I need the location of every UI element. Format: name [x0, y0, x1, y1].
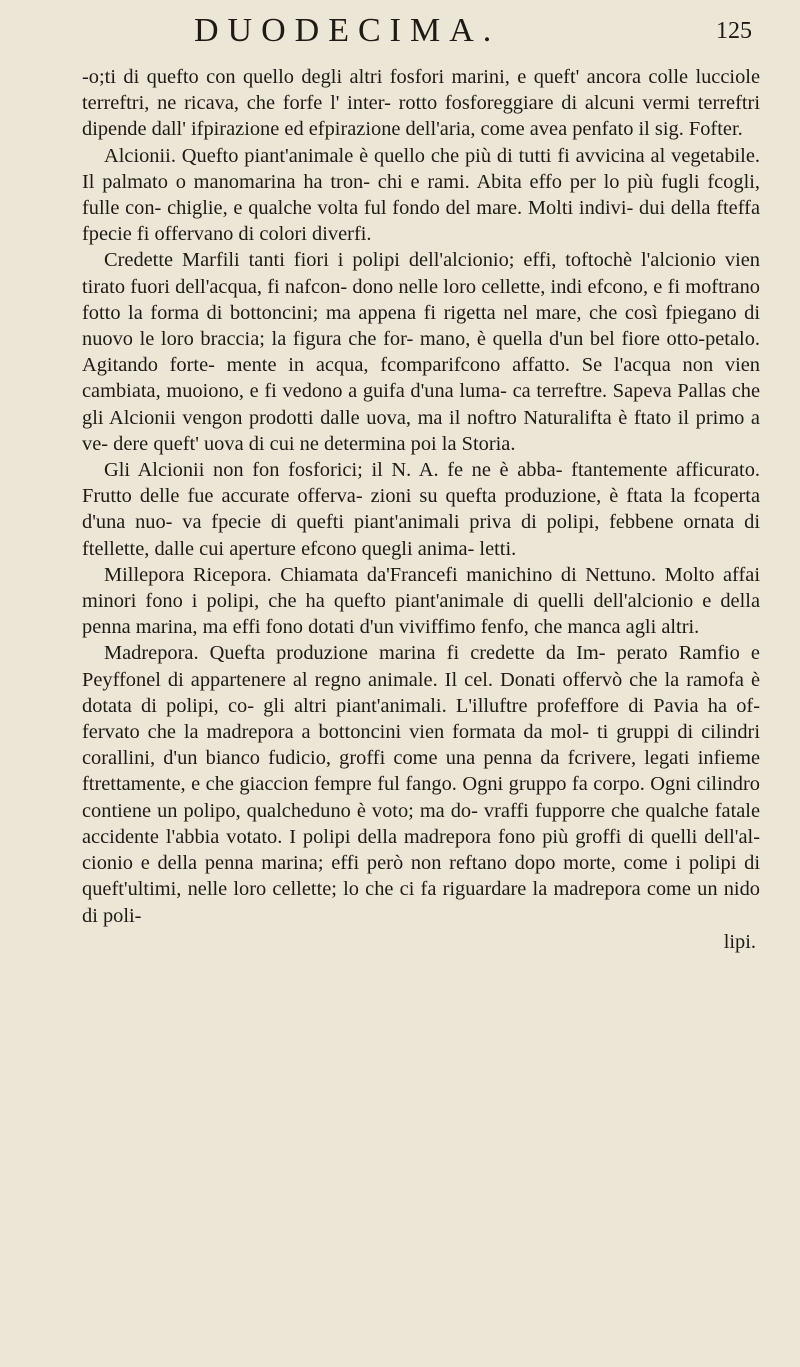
body-text — [82, 64, 760, 929]
page-number: 125 — [716, 18, 752, 44]
page-header — [82, 8, 760, 64]
paragraph-fosfori: -o;ti di quefto con quello degli altri fosfori marini, e queft' ancora colle lucciole terreftri, ne ricava, che forfe l' inter- rotto fosforeggiare di alcuni vermi terreftri dipende dall' ifpirazione ed efpirazione dell'aria, come avea penfato il sig. Fofter. — [82, 66, 760, 141]
running-head: DUODECIMA. — [194, 12, 501, 49]
catchword: lipi. — [723, 930, 756, 953]
paragraph-madrepora: Madrepora. Quefta produzione marina fi credette da Im- perato Ramfio e Peyffonel di appartenere al regno animale. Il cel. Donati offervò che la ramofa è dotata di polipi, co- gli altri piant'animali. L'illuftre profeffore di Pavia ha of- fervato che la madrepora a bottoncini vien formata da mol- ti gruppi di cilindri corallini, d'un bianco fudicio, groffi come una penna da fcrivere, legati infieme ftrettamente, e che giaccion fempre ful fango. Ogni gruppo fa corpo. Ogni cilindro contiene un polipo, qualcheduno è voto; ma do- vraffi fupporre che qualche fatale accidente l'abbia votato. I polipi della madrepora fono più groffi di quelli dell'al- cionio e della penna marina; effi però non reftano dopo morte, come i polipi di queft'ultimi, nelle loro cellette; lo che ci fa riguardare la madrepora come un nido di poli- — [82, 642, 760, 927]
paragraph-millepora: Millepora Ricepora. Chiamata da'Francefi manichino di Nettuno. Molto affai minori fono i polipi, che ha quefto piant'animale di quelli dell'alcionio e della penna marina, ma effi fono dotati d'un viviffimo fenfo, che manca agli altri. — [82, 563, 760, 639]
paragraph-alcionii: Alcionii. Quefto piant'animale è quello che più di tutti fi avvicina al vegetabile. Il palmato o manomarina ha tron- chi e rami. Abita effo per lo più fugli fcogli, fulle con- chiglie, e qualche volta ful fondo del mare. Molti indivi- dui della fteffa fpecie fi offervano di colori diverfi. — [82, 144, 760, 246]
paragraph-non-fosforici: Gli Alcionii non fon fosforici; il N. A. fe ne è abba- ftantemente afficurato. Frutto delle fue accurate offerva- zioni su quefta produzione, è ftata la fcoperta d'una nuo- va fpecie di quefti piant'animali priva di polipi, febbene ornata di ftellette, dalle cui aperture efcono quegli anima- letti. — [82, 459, 760, 560]
paragraph-marsili: Credette Marfili tanti fiori i polipi dell'alcionio; effi, toftochè l'alcionio vien tirato fuori dell'acqua, fi nafcon- dono nelle loro cellette, indi efcono, e fi moftrano fotto la forma di bottoncini; ma appena fi rigetta nel mare, che così fpiegano di nuovo le loro braccia; la figura che for- mano, è quella d'un bel fiore otto-petalo. Agitando forte- mente in acqua, fcomparifcono affatto. Se l'acqua non vien cambiata, muoiono, e fi vedono a guifa d'una luma- ca terreftre. Sapeva Pallas che gli Alcionii vengon prodotti dalle uova, ma il noftro Naturalifta è ftato il primo a ve- dere queft' uova di cui ne determina poi la Storia. — [82, 249, 760, 455]
